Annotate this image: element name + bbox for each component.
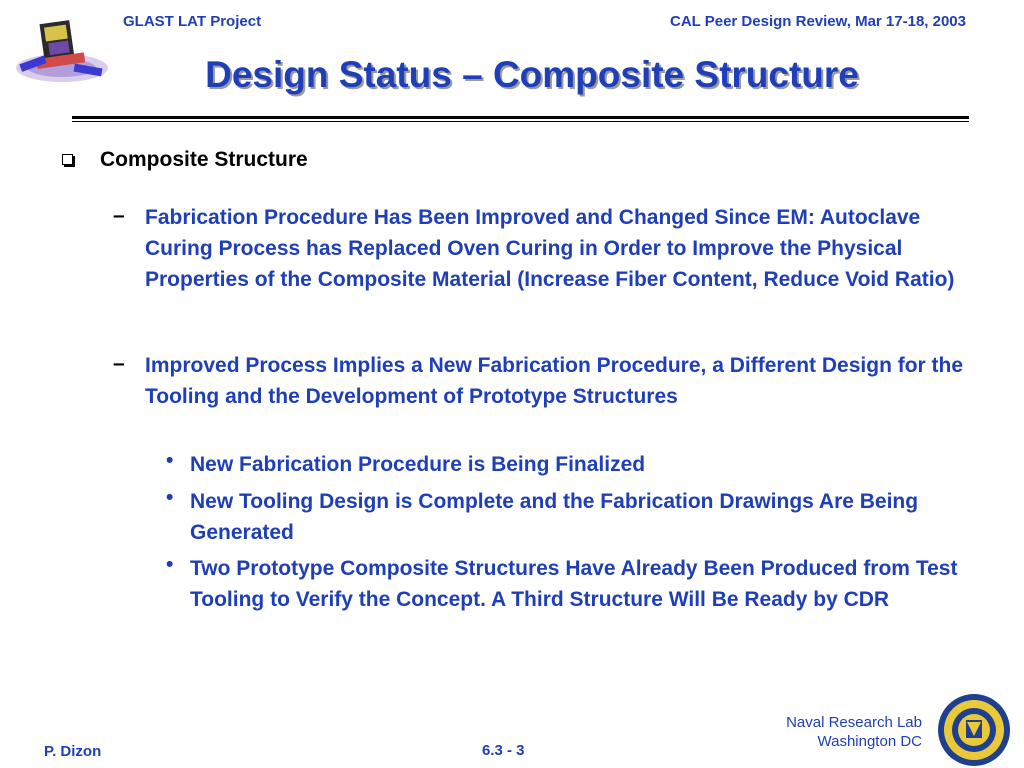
- organization-label: [786, 713, 922, 751]
- dash-bullet: –: [113, 352, 125, 375]
- organization-line1: Naval Research Lab: [786, 714, 922, 731]
- dash-bullet: –: [113, 204, 125, 227]
- nrl-seal-logo: [936, 692, 1012, 768]
- title-rule-thin: [72, 121, 969, 122]
- dot-bullet: •: [166, 486, 174, 509]
- sub-list-item: New Tooling Design is Complete and the Fabrication Drawings Are Being Generated: [190, 490, 919, 544]
- list-item: Fabrication Procedure Has Been Improved and Changed Since EM: Autoclave Curing Process has Replaced Oven Curing in Order to Improve the Physical Properties of the Composite Material (Increase Fiber Content, Reduce Void Ratio): [145, 206, 955, 291]
- list-item: Improved Process Implies a New Fabrication Procedure, a Different Design for the Tooling and the Development of Prototype Structures: [145, 354, 964, 408]
- sub-list-item: Two Prototype Composite Structures Have Already Been Produced from Test Tooling to Verify the Concept. A Third Structure Will Be Ready by CDR: [190, 557, 958, 611]
- title-rule-thick: [72, 116, 969, 119]
- organization-line2: Washington DC: [817, 733, 922, 750]
- level1-heading: Composite Structure: [100, 148, 308, 171]
- project-label: GLAST LAT Project: [123, 13, 262, 30]
- square-bullet-icon: [62, 154, 73, 165]
- author-label: P. Dizon: [44, 743, 102, 760]
- sub-list-item: New Fabrication Procedure is Being Finalized: [190, 453, 646, 476]
- slide-title: Design Status – Composite Structure: [205, 54, 859, 95]
- review-label: CAL Peer Design Review, Mar 17-18, 2003: [670, 13, 966, 30]
- dot-bullet: •: [166, 449, 174, 472]
- page-number: 6.3 - 3: [482, 742, 525, 759]
- dot-bullet: •: [166, 553, 174, 576]
